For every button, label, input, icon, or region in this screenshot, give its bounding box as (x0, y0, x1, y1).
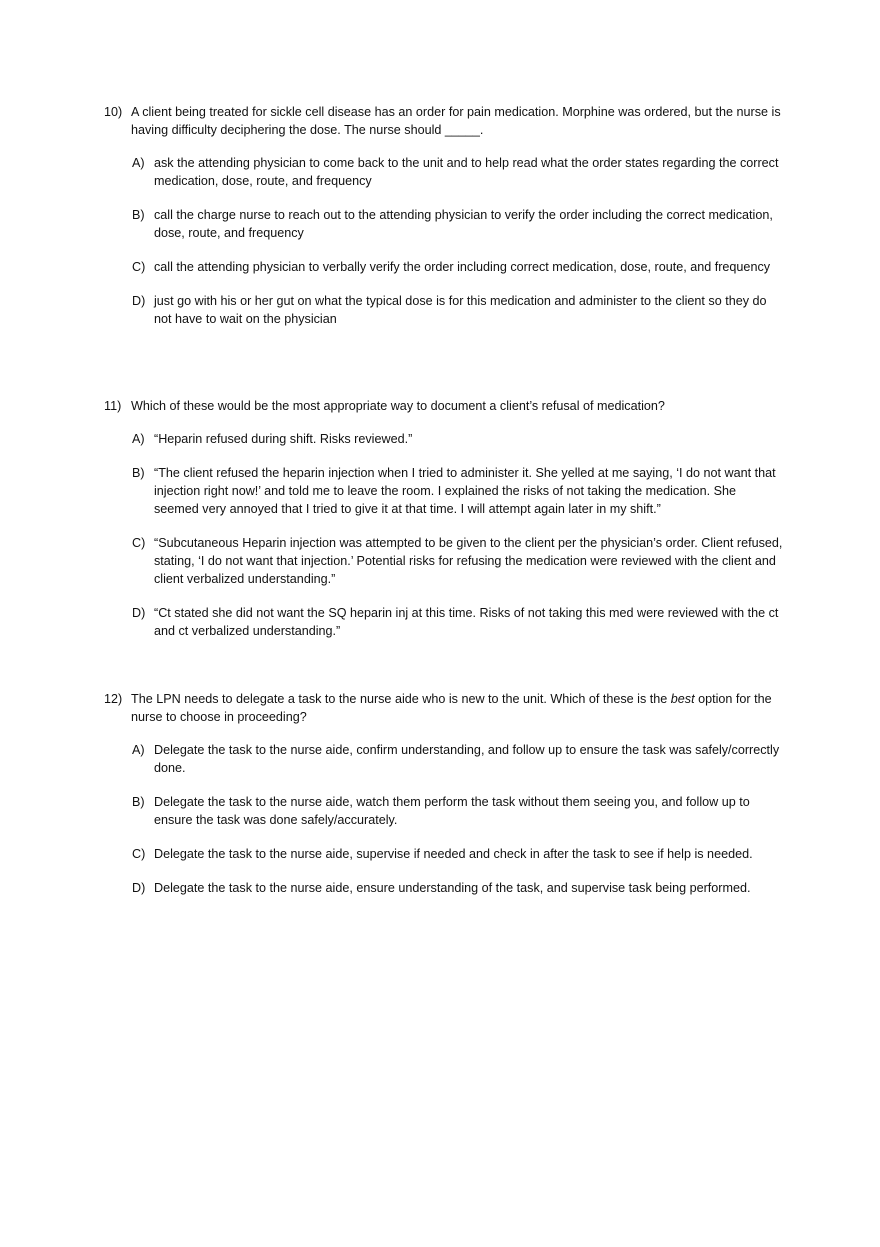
question-number: 12) (104, 692, 123, 706)
option-text: call the attending physician to verbally verify the order including correct medication, dose, route, and frequency (154, 260, 771, 274)
option-a (132, 741, 784, 777)
option-c (132, 258, 784, 276)
question-10 (104, 103, 784, 344)
option-letter: D) (132, 294, 146, 308)
question-stem (104, 397, 784, 415)
question-12 (104, 690, 784, 913)
option-text: Delegate the task to the nurse aide, confirm understanding, and follow up to ensure the task was safely/correctly done. (154, 743, 780, 775)
option-letter: C) (132, 536, 146, 550)
option-text: just go with his or her gut on what the typical dose is for this medication and administer to the client so they do not have to wait on the physician (154, 294, 767, 326)
option-letter: A) (132, 156, 145, 170)
option-c (132, 845, 784, 863)
option-letter: B) (132, 208, 145, 222)
option-text: Delegate the task to the nurse aide, watch them perform the task without them seeing you, and follow up to ensure the task was done safely/accurately. (154, 795, 750, 827)
option-text: ask the attending physician to come back to the unit and to help read what the order states regarding the correct medication, dose, route, and frequency (154, 156, 779, 188)
option-letter: A) (132, 743, 145, 757)
option-c (132, 534, 784, 588)
option-text: Delegate the task to the nurse aide, supervise if needed and check in after the task to see if help is needed. (154, 847, 753, 861)
question-text-emphasis: best (670, 692, 695, 706)
option-letter: C) (132, 260, 146, 274)
question-11 (104, 397, 784, 656)
question-text-before: The LPN needs to delegate a task to the nurse aide who is new to the unit. Which of these is the (131, 692, 671, 706)
question-number: 11) (104, 399, 122, 413)
option-letter: C) (132, 847, 146, 861)
question-text: Which of these would be the most appropriate way to document a client’s refusal of medication? (131, 399, 665, 413)
option-text: “The client refused the heparin injection when I tried to administer it. She yelled at me saying, ‘I do not want that injection right now!’ and told me to leave the room. I explained the risks of not taking the medication. She seemed very annoyed that I tried to give it at that time. I will attempt again later in my shift.” (154, 466, 776, 516)
question-stem (104, 103, 784, 139)
option-letter: D) (132, 606, 146, 620)
question-stem (104, 690, 784, 726)
question-text (131, 690, 784, 726)
option-d (132, 292, 784, 328)
option-text: Delegate the task to the nurse aide, ensure understanding of the task, and supervise task being performed. (154, 881, 751, 895)
option-a (132, 430, 784, 448)
option-b (132, 793, 784, 829)
answer-options (132, 154, 784, 328)
option-text: call the charge nurse to reach out to the attending physician to verify the order including the correct medication, dose, route, and frequency (154, 208, 773, 240)
option-d (132, 879, 784, 897)
question-number: 10) (104, 105, 123, 119)
option-letter: A) (132, 432, 145, 446)
option-a (132, 154, 784, 190)
option-text: “Subcutaneous Heparin injection was attempted to be given to the client per the physician’s order. Client refused, stating, ‘I do not want that injection.’ Potential risks for refusing the medication were reviewed with the client and client verbalized understanding.” (154, 536, 783, 586)
answer-options (132, 430, 784, 640)
option-letter: D) (132, 881, 146, 895)
option-b (132, 206, 784, 242)
option-letter: B) (132, 466, 145, 480)
option-text: “Heparin refused during shift. Risks reviewed.” (154, 432, 413, 446)
option-b (132, 464, 784, 518)
option-letter: B) (132, 795, 145, 809)
option-d (132, 604, 784, 640)
answer-options (132, 741, 784, 897)
question-text-after: option for the nurse to choose in proceeding? (131, 692, 772, 724)
question-text: A client being treated for sickle cell disease has an order for pain medication. Morphine was ordered, but the nurse is having difficulty deciphering the dose. The nurse should _____. (131, 105, 781, 137)
option-text: “Ct stated she did not want the SQ heparin inj at this time. Risks of not taking this med were reviewed with the ct and ct verbalized understanding.” (154, 606, 779, 638)
